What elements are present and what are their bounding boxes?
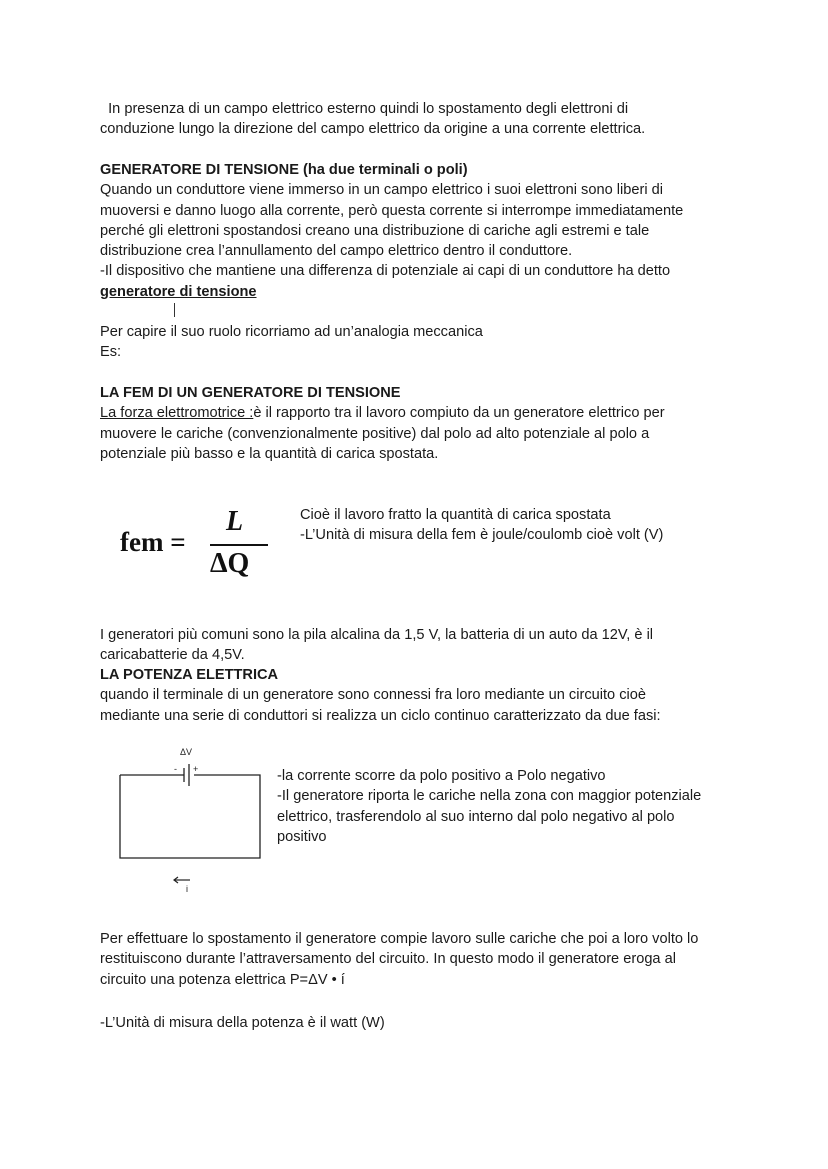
battery-icon xyxy=(184,764,189,786)
section-potenza xyxy=(100,665,740,726)
paragraph-line: -L’Unità di misura della potenza è il watt (W) xyxy=(100,1015,385,1031)
fem-formula xyxy=(106,497,286,597)
formula-numerator: L xyxy=(226,506,244,537)
definition-text: è il rapporto tra il lavoro compiuto da un generatore elettrico per xyxy=(253,405,665,422)
paragraph-line: restituiscono durante l’attraversamento del circuito. In questo modo il generatore eroga al xyxy=(100,951,676,968)
note-line: -L’Unità di misura della fem è joule/coulomb cioè volt (V) xyxy=(300,527,664,544)
paragraph-line: quando il terminale di un generatore sono connessi fra loro mediante un circuito cioè xyxy=(100,687,646,704)
paragraph-line: mediante una serie di conduttori si realizza un ciclo continuo caratterizzato da due fasi: xyxy=(100,707,661,724)
voltage-label: ΔV xyxy=(180,747,193,757)
paragraph-line: caricabatterie da 4,5V. xyxy=(100,647,245,664)
paragraph-line: perché gli elettroni spostandosi creano una distribuzione di cariche agli estremi e tale xyxy=(100,222,650,239)
paragraph-line: muoversi e danno luogo alla corrente, però questa corrente si interrompe immediatamente xyxy=(100,202,684,219)
paragraph-line: Per capire il suo ruolo ricorriamo ad un’analogia meccanica xyxy=(100,324,483,340)
paragraph-line: Per effettuare lo spostamento il generatore compie lavoro sulle cariche che poi a loro volto lo xyxy=(100,931,699,947)
section-heading: LA POTENZA ELETTRICA xyxy=(100,667,279,683)
minus-sign: - xyxy=(174,764,177,774)
closing-paragraph xyxy=(100,929,740,990)
current-label: i xyxy=(186,884,188,894)
paragraph-line: distribuzione crea l’annullamento del campo elettrico dentro il conduttore. xyxy=(100,243,573,260)
paragraph-line: I generatori più comuni sono la pila alcalina da 1,5 V, la batteria di un auto da 12V, è il xyxy=(100,627,654,643)
definition-term: La forza elettromotrice : xyxy=(100,405,254,422)
intro-line: In presenza di un campo elettrico esterno quindi lo spostamento degli elettroni di xyxy=(100,101,629,117)
note-line: positivo xyxy=(277,828,327,845)
section-generatore xyxy=(100,160,740,302)
fraction-bar xyxy=(210,544,268,546)
formula-lhs: fem = xyxy=(120,527,186,557)
intro-paragraph xyxy=(100,99,740,140)
section-heading: GENERATORE DI TENSIONE (ha due terminali o poli) xyxy=(100,162,468,178)
intro-line: conduzione lungo la direzione del campo elettrico da origine a una corrente elettrica. xyxy=(100,121,646,138)
vertical-mark xyxy=(174,303,175,317)
paragraph-line: muovere le cariche (convenzionalmente positive) dal polo ad alto potenziale al polo a xyxy=(100,425,650,442)
generators-paragraph xyxy=(100,625,740,666)
note-line: Cioè il lavoro fratto la quantità di carica spostata xyxy=(300,507,611,523)
circuit-diagram xyxy=(110,740,270,900)
unit-paragraph xyxy=(100,1013,740,1033)
plus-sign: + xyxy=(193,764,199,774)
analogy-paragraph xyxy=(100,322,740,363)
paragraph-line: Quando un conduttore viene immerso in un campo elettrico i suoi elettroni sono liberi di xyxy=(100,182,663,199)
key-term: generatore di tensione xyxy=(100,283,257,300)
paragraph-line: circuito una potenza elettrica P=ΔV • í xyxy=(100,971,345,988)
section-fem xyxy=(100,383,740,464)
formula-notes xyxy=(300,505,663,546)
note-line: elettrico, trasferendolo al suo interno dal polo negativo al polo xyxy=(277,808,675,825)
current-arrow-icon xyxy=(174,877,190,883)
formula-denominator: ΔQ xyxy=(210,548,250,579)
definition-line xyxy=(100,403,740,423)
circuit-notes xyxy=(277,766,701,847)
note-line: -la corrente scorre da polo positivo a Polo negativo xyxy=(277,768,606,784)
note-line: -Il generatore riporta le cariche nella zona con maggior potenziale xyxy=(277,788,702,805)
paragraph-line: -Il dispositivo che mantiene una differenza di potenziale ai capi di un conduttore ha detto xyxy=(100,263,671,280)
paragraph-line: potenziale più basso e la quantità di carica spostata. xyxy=(100,445,439,462)
example-label: Es: xyxy=(100,344,122,361)
circuit-wires xyxy=(120,775,260,858)
section-heading: LA FEM DI UN GENERATORE DI TENSIONE xyxy=(100,385,401,401)
